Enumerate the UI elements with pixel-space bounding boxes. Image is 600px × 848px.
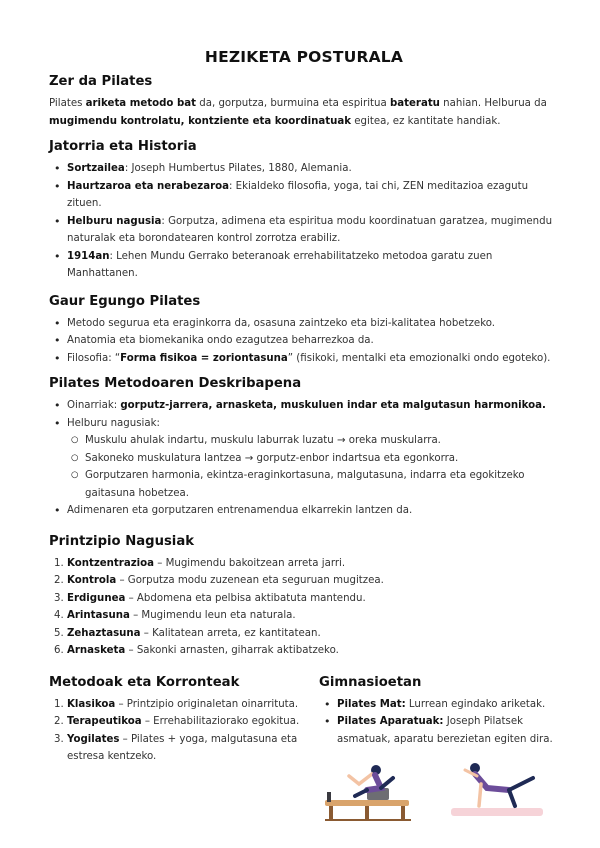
- two-column-section: [49, 668, 559, 825]
- section-heading-gaur-egungo: Gaur Egungo Pilates: [49, 293, 201, 309]
- history-list: [49, 160, 559, 283]
- list-item: 3. Yogilates – Pilates + yoga, malgutasuna eta estresa kentzeko.: [54, 733, 298, 762]
- list-item: • Haurtzaroa eta nerabezaroa: Ekialdeko filosofia, yoga, tai chi, ZEN meditazioa ezagutu zituen.: [49, 178, 559, 213]
- mat-exercise-icon: [451, 763, 543, 816]
- list-item: • Anatomia eta biomekanika ondo ezagutzea beharrezkoa da.: [49, 332, 559, 350]
- section-heading-deskribapena: Pilates Metodoaren Deskribapena: [49, 376, 302, 391]
- list-item: • 1914an: Lehen Mundu Gerrako beteranoak errehabilitatzeko metodoa garatu zuen Manhattanen.: [49, 248, 559, 283]
- list-item: • Filosofia: “Forma fisikoa = zoriontasuna” (fisikoki, mentalki eta emozionalki ondo egoteko).: [49, 350, 559, 368]
- list-item: 1. Kontzentrazioa – Mugimendu bakoitzean arreta jarri.: [54, 557, 346, 569]
- today-list: [49, 315, 559, 368]
- list-item: 6. Arnasketa – Sakonki arnasten, giharrak aktibatzeko.: [54, 645, 339, 656]
- list-item: 1. Klasikoa – Printzipio originaletan oinarrituta.: [54, 698, 299, 710]
- list-item: • Pilates Aparatuak: Joseph Pilatsek asmatuak, aparatu berezietan egiten dira.: [319, 713, 559, 748]
- list-item: • Helburu nagusia: Gorputza, adimena eta espiritua modu koordinatuan garatzea, mugimendu naturalak eta borondatearen kontrol zorrotza erabiliz.: [49, 213, 559, 248]
- goals-sublist: [67, 432, 559, 502]
- document-page: [49, 48, 559, 824]
- methods-column: [49, 668, 304, 825]
- list-item: • Adimenaren eta gorputzaren entrenamendua elkarrekin lantzen da.: [49, 502, 559, 520]
- section-heading-metodoak: Metodoak eta Korronteak: [49, 674, 240, 690]
- list-item: • Oinarriak: gorputz-jarrera, arnasketa, muskuluen indar eta malgutasun harmonikoa.: [49, 397, 559, 415]
- list-item: • Metodo segurua eta eraginkorra da, osasuna zaintzeko eta bizi-kalitatea hobetzeko.: [49, 315, 559, 333]
- sub-list-item: ○ Muskulu ahulak indartu, muskulu laburrak luzatu → oreka muskularra.: [67, 432, 559, 450]
- gym-column: [319, 668, 559, 825]
- list-item: 5. Zehaztasuna – Kalitatean arreta, ez kantitatean.: [54, 627, 321, 639]
- list-item: 4. Arintasuna – Mugimendu leun eta naturala.: [54, 610, 296, 621]
- sub-list-item: ○ Gorputzaren harmonia, ekintza-eraginkortasuna, malgutasuna, indarra eta egokitzeko gaitasuna hobetzea.: [67, 467, 559, 502]
- list-item: • Pilates Mat: Lurrean egindako ariketak.: [319, 696, 559, 714]
- section-heading-gimnasioetan: Gimnasioetan: [319, 674, 422, 690]
- list-item: • Helburu nagusiak: ○ Muskulu ahulak indartu, muskulu laburrak luzatu → oreka muskularra. ○ Sakoneko muskulatura lantzea → gorputz-enbor indartsua eta egonkorra. ○ Gorputzaren harmonia, ekintza-eraginkortasuna, malgutasuna, indarra eta egokitzeko gaitasuna hobetzea.: [49, 415, 559, 503]
- list-item: 3. Erdigunea – Abdomena eta pelbisa aktibatuta mantendu.: [54, 592, 366, 604]
- section-heading-jatorria: Jatorria eta Historia: [49, 139, 197, 154]
- sub-list-item: ○ Sakoneko muskulatura lantzea → gorputz-enbor indartsua eta egonkorra.: [67, 450, 559, 468]
- method-list: [49, 397, 559, 520]
- list-item: • Sortzailea: Joseph Humbertus Pilates, 1880, Alemania.: [49, 160, 559, 178]
- page-title: HEZIKETA POSTURALA: [204, 48, 404, 66]
- methods-list: [49, 696, 304, 766]
- section-heading-printzipio: Printzipio Nagusiak: [49, 533, 194, 549]
- gym-list: [319, 696, 559, 749]
- list-item: 2. Kontrola – Gorputza modu zuzenean eta seguruan mugitzea.: [54, 575, 384, 586]
- principles-list: [49, 555, 559, 660]
- pilates-illustration: [319, 754, 549, 824]
- section-heading-zer-da-pilates: Zer da Pilates: [49, 74, 153, 89]
- intro-paragraph: Pilates ariketa metodo bat da, gorputza, burmuina eta espiritua bateratu nahian. Helburua da mugimendu kontrolatu, kontziente eta koordinatuak egitea, ez kantitate handiak.: [49, 98, 547, 127]
- list-item: 2. Terapeutikoa – Errehabilitaziorako egokitua.: [54, 716, 300, 727]
